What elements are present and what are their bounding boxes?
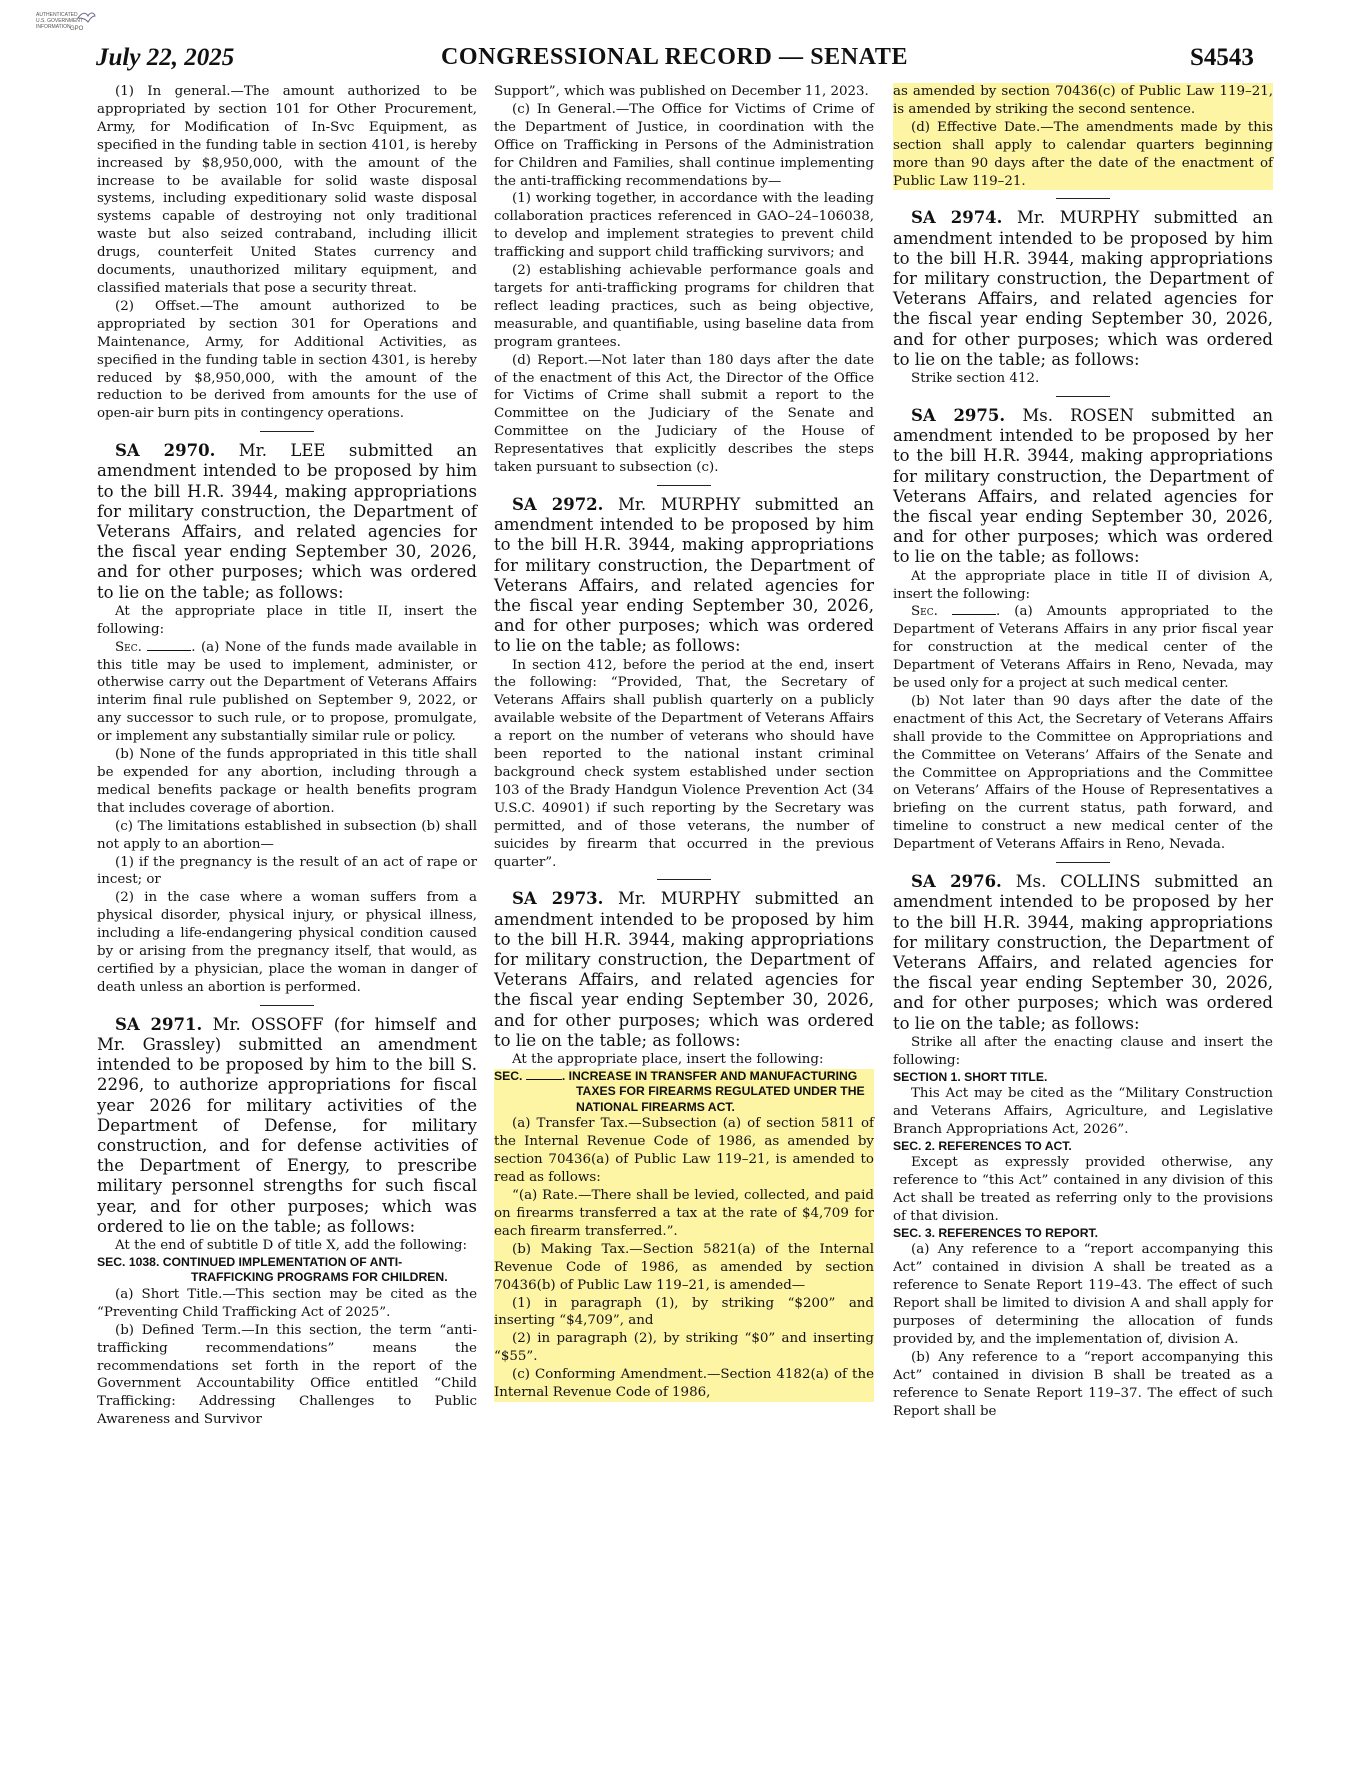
- amendment-number: SA 2976.: [911, 872, 1002, 892]
- logo-gpo: GPO: [70, 26, 84, 32]
- logo-line: AUTHENTICATED: [36, 12, 78, 18]
- section-number-blank: [952, 614, 996, 615]
- amendment-sa-2976: [893, 872, 1273, 1034]
- paragraph: (b) Making Tax.—Section 5821(a) of the Internal Revenue Code of 1986, as amended by section 70436(b) of Public Law 119–21, is amended—: [494, 1241, 874, 1293]
- amendment-intro: Ms. ROSEN submitted an amendment intended to be proposed by her to the bill H.R. 3944, making appropriations for military construction, the Department of Veterans Affairs, and related agencies for the fiscal year ending September 30, 2026, and for other purposes; which was ordered to lie on the table; as follows:: [893, 405, 1273, 567]
- paragraph: (c) In General.—The Office for Victims of Crime of the Department of Justice, in coordination with the Office on Trafficking in Persons of the Administration for Children and Families, shall continue implementing the anti-trafficking recommendations by—: [494, 101, 874, 189]
- amendment-intro: Mr. MURPHY submitted an amendment intended to be proposed by him to the bill H.R. 3944, making appropriations for military construction, the Department of Veterans Affairs, and related agencies for the fiscal year ending September 30, 2026, and for other purposes; which was ordered to lie on the table; as follows:: [494, 494, 874, 656]
- amendment-number: SA 2974.: [911, 208, 1003, 228]
- highlighted-block: [893, 83, 1273, 190]
- amendment-sa-2973: [494, 889, 874, 1051]
- paragraph: Except as expressly provided otherwise, any reference to “this Act” contained in any division of this Act shall be treated as referring only to the provisions of that division.: [893, 1155, 1273, 1224]
- amendment-sa-2970: [97, 441, 477, 603]
- amendment-sa-2974: [893, 208, 1273, 370]
- paragraph: At the appropriate place, insert the following:: [512, 1052, 824, 1068]
- paragraph: [97, 639, 477, 746]
- amendment-number: SA 2970.: [115, 441, 216, 461]
- paragraph: (b) Not later than 90 days after the date of the enactment of this Act, the Secretary of Veterans Affairs shall provide to the Committee on Appropriations and the Committee on Veterans’ Affairs of the Senate and the Committee on Appropriations and the Committee on Veterans’ Affairs of the House of Representatives a briefing on the current status, path forward, and timeline to construct a new medical center of the Department of Veterans Affairs in Reno, Nevada.: [893, 693, 1273, 853]
- section-label: Sec.: [115, 639, 142, 655]
- paragraph: (c) Conforming Amendment.—Section 4182(a) of the Internal Revenue Code of 1986,: [494, 1367, 874, 1401]
- paragraph: as amended by section 70436(c) of Public Law 119–21, is amended by striking the second sentence.: [893, 84, 1273, 117]
- section-title: . INCREASE IN TRANSFER AND MANUFACTURING TAXES FOR FIREARMS REGULATED UNDER THE NATIONAL FIREARMS ACT.: [561, 1068, 865, 1114]
- amendment-number: SA 2972.: [512, 494, 604, 514]
- paragraph: (1) in paragraph (1), by striking “$200” and inserting “$4,709”, and: [494, 1295, 874, 1329]
- amendment-intro: Mr. LEE submitted an amendment intended to be proposed by him to the bill H.R. 3944, making appropriations for military construction, the Department of Veterans Affairs, and related agencies for the fiscal year ending September 30, 2026, and for other purposes; which was ordered to lie on the table; as follows:: [97, 441, 477, 602]
- paragraph: At the appropriate place in title II of division A, insert the following:: [893, 568, 1273, 602]
- section-label: SEC.: [494, 1068, 523, 1083]
- logo-line: INFORMATION: [36, 24, 71, 30]
- amendment-sa-2972: [494, 495, 874, 657]
- divider: [260, 1005, 314, 1006]
- paragraph: (a) Transfer Tax.—Subsection (a) of section 5811 of the Internal Revenue Code of 1986, as amended by section 70436(a) of Public Law 119–21, is amended to read as follows:: [494, 1116, 874, 1186]
- paragraph: (d) Effective Date.—The amendments made by this section shall apply to calendar quarters beginning more than 90 days after the date of the enactment of Public Law 119–21.: [893, 119, 1273, 189]
- column-3: [893, 83, 1273, 1420]
- section-text: . (a) Amounts appropriated to the Department of Veterans Affairs in any prior fiscal year for construction at the medical center of the Department of Veterans Affairs in Reno, Nevada, may be used only for a project at such medical center.: [893, 604, 1273, 692]
- paragraph: At the end of subtitle D of title X, add the following:: [115, 1238, 467, 1254]
- section-text: . (a) None of the funds made available in this title may be used to implement, administer, or otherwise carry out the Department of Veterans Affairs interim final rule published on September 9, 2022, or any successor to such rule, or to propose, promulgate, or implement any substantially similar rule or policy.: [97, 639, 478, 745]
- amendment-number: SA 2971.: [115, 1014, 203, 1034]
- paragraph: (2) establishing achievable performance goals and targets for anti-trafficking programs for children that reflect leading practices, such as being objective, measurable, and quantifiable, using baseline data from program grantees.: [494, 263, 874, 350]
- issue-date: July 22, 2025: [96, 44, 235, 71]
- gpo-authenticated-logo: [36, 12, 98, 42]
- section-label: Sec.: [911, 604, 938, 620]
- amendment-intro: Mr. MURPHY submitted an amendment intended to be proposed by him to the bill H.R. 3944, making appropriations for military construction, the Department of Veterans Affairs, and related agencies for the fiscal year ending September 30, 2026, and for other purposes; which was ordered to lie on the table; as follows:: [893, 208, 1273, 369]
- paragraph: (2) in the case where a woman suffers from a physical disorder, physical injury, or physical illness, including a life-endangering physical condition caused by or arising from the pregnancy itself, that would, as certified by a physician, place the woman in danger of death unless an abortion is performed.: [97, 890, 477, 995]
- paragraph: Strike section 412.: [911, 371, 1040, 387]
- amendment-intro: Mr. OSSOFF (for himself and Mr. Grassley) submitted an amendment intended to be proposed by him to the bill S. 2296, to authorize appropriations for fiscal year 2026 for military activities of the Department of Defense, for military construction, and for defense activities of the Department of Energy, to prescribe military personnel strengths for such fiscal year, and for other purposes; which was ordered to lie on the table; as follows:: [97, 1014, 477, 1236]
- divider: [1056, 198, 1110, 199]
- amendment-sa-2971: [97, 1015, 477, 1237]
- section-heading: [494, 1069, 874, 1116]
- amendment-intro: Mr. MURPHY submitted an amendment intended to be proposed by him to the bill H.R. 3944, making appropriations for military construction, the Department of Veterans Affairs, and related agencies for the fiscal year ending September 30, 2026, and for other purposes; which was ordered to lie on the table; as follows:: [494, 889, 874, 1050]
- section-heading: SEC. 1038. CONTINUED IMPLEMENTATION OF ANTI-TRAFFICKING PROGRAMS FOR CHILDREN.: [97, 1254, 448, 1285]
- section-heading: SEC. 3. REFERENCES TO REPORT.: [893, 1225, 1098, 1240]
- section-heading: SEC. 2. REFERENCES TO ACT.: [893, 1138, 1072, 1153]
- paragraph: (1) if the pregnancy is the result of an act of rape or incest; or: [97, 854, 477, 888]
- highlighted-block: [494, 1069, 874, 1402]
- column-2: [494, 83, 874, 1402]
- paragraph: This Act may be cited as the “Military Construction and Veterans Affairs, Agriculture, and Legislative Branch Appropriations Act, 2026”.: [893, 1086, 1273, 1137]
- amendment-intro: Ms. COLLINS submitted an amendment intended to be proposed by her to the bill H.R. 3944, making appropriations for military construction, the Department of Veterans Affairs, and related agencies for the fiscal year ending September 30, 2026, and for other purposes; which was ordered to lie on the table; as follows:: [893, 872, 1273, 1033]
- page-number: S4543: [1190, 44, 1254, 71]
- column-1: [97, 83, 477, 1429]
- publication-title: CONGRESSIONAL RECORD — SENATE: [441, 44, 909, 70]
- paragraph: Strike all after the enacting clause and insert the following:: [893, 1034, 1273, 1068]
- divider: [1056, 862, 1110, 863]
- paragraph: (b) Defined Term.—In this section, the term “anti-trafficking recommendations” means the recommendations set forth in the report of the Government Accountability Office entitled “Child Trafficking: Addressing Challenges to Public Awareness and Survivor: [97, 1322, 477, 1428]
- divider: [657, 879, 711, 880]
- amendment-number: SA 2973.: [512, 889, 604, 909]
- divider: [657, 485, 711, 486]
- paragraph: (2) in paragraph (2), by striking “$0” and inserting “$55”.: [494, 1331, 874, 1365]
- paragraph: (1) working together, in accordance with the leading collaboration practices referenced in GAO–24–106038, to develop and implement strategies to prevent child trafficking and support child trafficking survivors; and: [494, 191, 874, 261]
- divider: [1056, 396, 1110, 397]
- section-number-blank: [526, 1079, 562, 1080]
- logo-line: U.S. GOVERNMENT: [36, 18, 83, 24]
- eagle-icon: [76, 10, 96, 26]
- divider: [260, 431, 314, 432]
- paragraph: (c) The limitations established in subsection (b) shall not apply to an abortion—: [97, 818, 477, 852]
- section-number-blank: [147, 650, 191, 651]
- paragraph: (b) Any reference to a “report accompanying this Act” contained in division B shall be treated as a reference to Senate Report 119–37. The effect of such Report shall be: [893, 1349, 1273, 1419]
- amendment-sa-2975: [893, 406, 1273, 568]
- paragraph: At the appropriate place in title II, insert the following:: [97, 603, 477, 637]
- amendment-number: SA 2975.: [911, 405, 1006, 425]
- paragraph: (a) Any reference to a “report accompanying this Act” contained in division A shall be treated as a reference to Senate Report 119–43. The effect of such Report shall be limited to division A and shall apply for purposes of determining the allocation of funds provided by, and the implementation of, division A.: [893, 1242, 1273, 1347]
- paragraph: (a) Short Title.—This section may be cited as the “Preventing Child Trafficking Act of 2025”.: [97, 1286, 477, 1320]
- paragraph: In section 412, before the period at the end, insert the following: “Provided, That, the Secretary of Veterans Affairs shall publish quarterly on a publicly available website of the Department of Veterans Affairs a report on the number of veterans who should have been reported to the national instant criminal background check system established under section 103 of the Brady Handgun Violence Prevention Act (34 U.S.C. 40901) if such reporting by the Secretary was permitted, and of those veterans, the number of suicides by firearm that occurred in the previous quarter”.: [494, 657, 874, 870]
- paragraph: (d) Report.—Not later than 180 days after the date of the enactment of this Act, the Director of the Office for Victims of Crime shall submit a report to the Committee on the Judiciary of the Senate and Committee on the Judiciary of the House of Representatives that explicitly describes the steps taken pursuant to subsection (c).: [494, 352, 874, 476]
- paragraph: “(a) Rate.—There shall be levied, collected, and paid on firearms transferred a tax at the rate of $4,709 for each firearm transferred.”.: [494, 1188, 874, 1239]
- paragraph: [893, 603, 1273, 693]
- paragraph: (2) Offset.—The amount authorized to be appropriated by section 301 for Operations and Maintenance, Army, for Additional Activities, as specified in the funding table in section 4301, is hereby reduced by $8,950,000, with the amount of the reduction to be derived from amounts for the use of open-air burn pits in contingency operations.: [97, 298, 477, 422]
- paragraph: Support”, which was published on December 11, 2023.: [494, 84, 869, 99]
- paragraph: (1) In general.—The amount authorized to be appropriated by section 101 for Other Procurement, Army, for Modification of In-Svc Equipment, as specified in the funding table in section 4101, is hereby increased by $8,950,000, with the amount of the increase to be available for solid waste disposal systems, including expeditionary solid waste disposal systems capable of destroying not only traditional waste but also seized contraband, including illicit drugs, counterfeit United States currency and documents, unauthorized military equipment, and classified materials that pose a security threat.: [97, 84, 477, 296]
- section-heading: SECTION 1. SHORT TITLE.: [893, 1069, 1048, 1084]
- paragraph: (b) None of the funds appropriated in this title shall be expended for any abortion, including through a medical benefits package or health benefits program that includes coverage of abortion.: [97, 747, 477, 816]
